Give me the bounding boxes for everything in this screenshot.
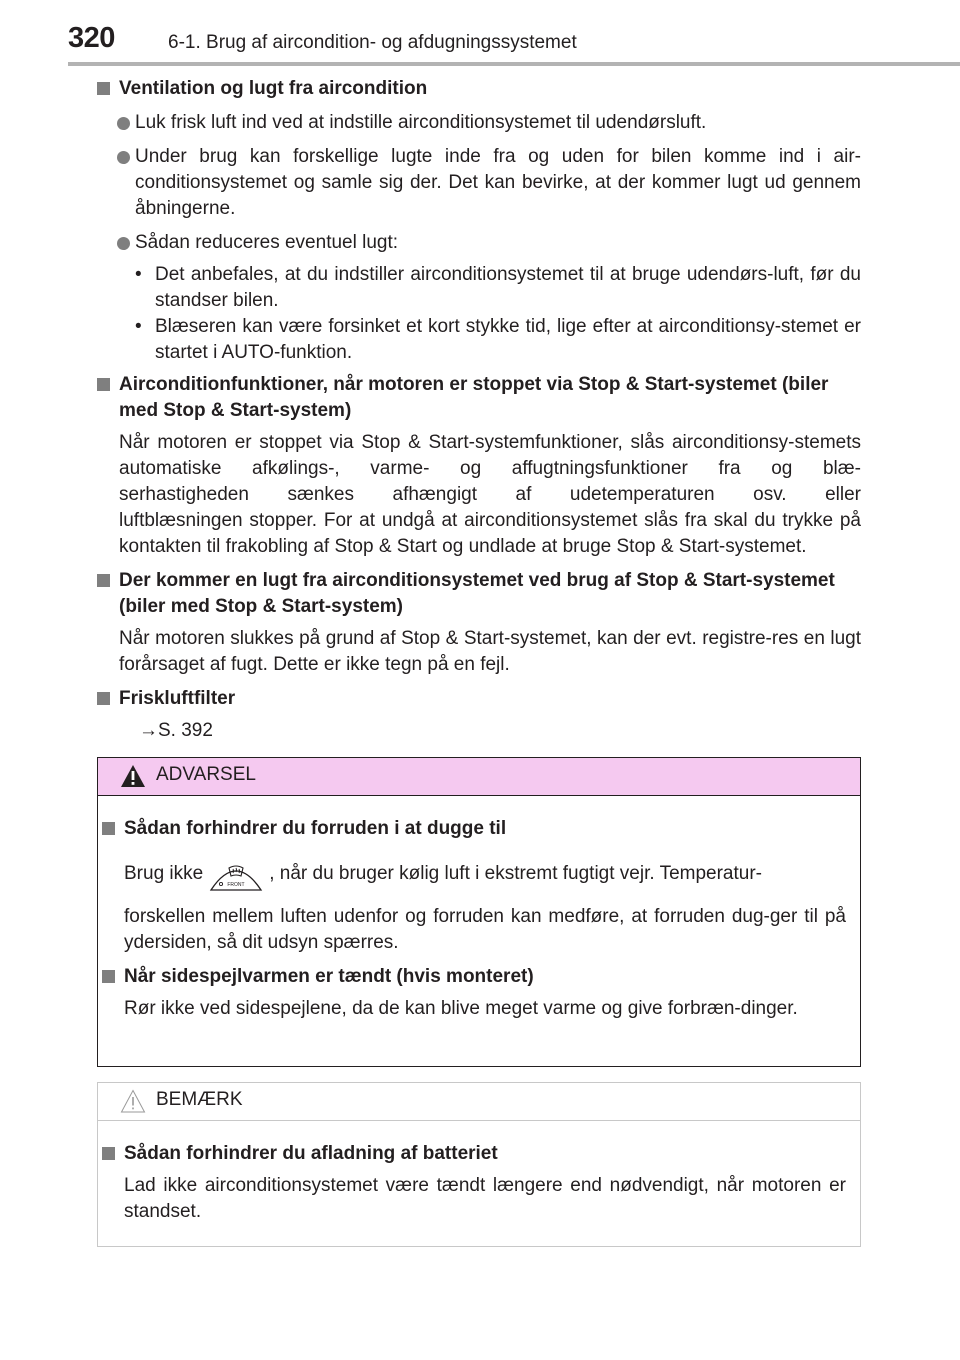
round-bullet-icon bbox=[117, 117, 130, 130]
round-bullet-icon bbox=[117, 237, 130, 250]
bullet-item: Under brug kan forskellige lugte inde fra og uden for bilen komme ind i air-conditionsystemet og samle sig der. Det kan bevirke, at der kommer lugt ud gennem åbningerne. bbox=[97, 144, 861, 222]
warning-triangle-icon bbox=[120, 764, 146, 788]
note-text: Lad ikke airconditionsystemet være tændt længere end nødvendigt, når motoren er standset. bbox=[124, 1175, 846, 1222]
warning-header bbox=[98, 758, 860, 796]
square-bullet-icon bbox=[97, 82, 110, 95]
warning-box bbox=[97, 757, 861, 1067]
section-body: luftblæsningen stopper. For at undgå at airconditionsystemet slås fra skal du trykke på kontakten til frakobling af Stop & Start og undlade at bruge Stop & Start-systemet. bbox=[119, 510, 861, 557]
note-label: BEMÆRK bbox=[156, 1089, 243, 1110]
section-title: Friskluftfilter bbox=[97, 686, 861, 712]
note-box bbox=[97, 1082, 861, 1247]
sub-bullet-mark: • bbox=[135, 316, 142, 337]
page-number: 320 bbox=[68, 22, 115, 54]
warning-title: Sådan forhindrer du forruden i at dugge til bbox=[102, 816, 846, 842]
square-bullet-icon bbox=[102, 970, 115, 983]
note-body bbox=[98, 1121, 860, 1225]
page-reference: →S. 392 bbox=[139, 720, 213, 741]
sub-bullet-mark: • bbox=[135, 264, 142, 285]
warning-text: forskellen mellem luften udenfor og forruden kan medføre, at forruden dug-ger til på ydersiden, så dit udsyn spærres. bbox=[124, 906, 846, 953]
caution-triangle-icon bbox=[120, 1089, 146, 1113]
square-bullet-icon bbox=[97, 378, 110, 391]
square-bullet-icon bbox=[102, 822, 115, 835]
page-header bbox=[0, 22, 960, 62]
square-bullet-icon bbox=[97, 692, 110, 705]
warning-text: Brug ikke FRONT , når du bruger kølig luft i ekstremt fugtigt vejr. Temperatur- bbox=[102, 854, 846, 894]
square-bullet-icon bbox=[97, 574, 110, 587]
section-body: serhastigheden sænkes afhængigt af udetemperaturen osv. eller bbox=[119, 484, 861, 505]
section-body: Når motoren slukkes på grund af Stop & Start-systemet, kan der evt. registre-res en lugt forårsaget af fugt. Dette er ikke tegn på en fejl. bbox=[119, 628, 861, 675]
sub-item: • Det anbefales, at du indstiller airconditionsystemet til at bruge udendørs-luft, før du standser bilen. bbox=[135, 264, 861, 311]
note-title: Sådan forhindrer du afladning af batteriet bbox=[102, 1141, 846, 1167]
bullet-item: Luk frisk luft ind ved at indstille airconditionsystemet til udendørsluft. bbox=[97, 110, 861, 136]
chapter-title: 6-1. Brug af aircondition- og afdugningssystemet bbox=[168, 32, 577, 53]
warning-body bbox=[98, 796, 860, 1022]
note-header bbox=[98, 1083, 860, 1121]
bullet-item: Sådan reduceres eventuel lugt: bbox=[97, 230, 861, 256]
round-bullet-icon bbox=[117, 151, 130, 164]
warning-title: Når sidespejlvarmen er tændt (hvis monteret) bbox=[102, 964, 846, 990]
warning-label: ADVARSEL bbox=[156, 764, 256, 785]
front-defogger-button-icon bbox=[207, 854, 265, 894]
main-content bbox=[97, 76, 861, 744]
section-title: Der kommer en lugt fra airconditionsystemet ved brug af Stop & Start-systemet (biler med Stop & Start-system) bbox=[97, 568, 861, 620]
section-title: Ventilation og lugt fra aircondition bbox=[97, 76, 861, 102]
square-bullet-icon bbox=[102, 1147, 115, 1160]
warning-text: Rør ikke ved sidespejlene, da de kan blive meget varme og give forbræn-dinger. bbox=[124, 998, 798, 1019]
front-button-label: FRONT bbox=[227, 882, 245, 888]
section-body: Når motoren er stoppet via Stop & Start-systemfunktioner, slås airconditionsy-stemets automatiske afkølings-, varme- og affugtningsfunktioner fra og blæ- bbox=[119, 432, 861, 479]
section-title: Airconditionfunktioner, når motoren er stoppet via Stop & Start-systemet (biler med Stop & Start-system) bbox=[97, 372, 861, 424]
header-rule bbox=[68, 62, 960, 66]
sub-item: • Blæseren kan være forsinket et kort stykke tid, lige efter at airconditionsy-stemet er startet i AUTO-funktion. bbox=[135, 316, 861, 363]
